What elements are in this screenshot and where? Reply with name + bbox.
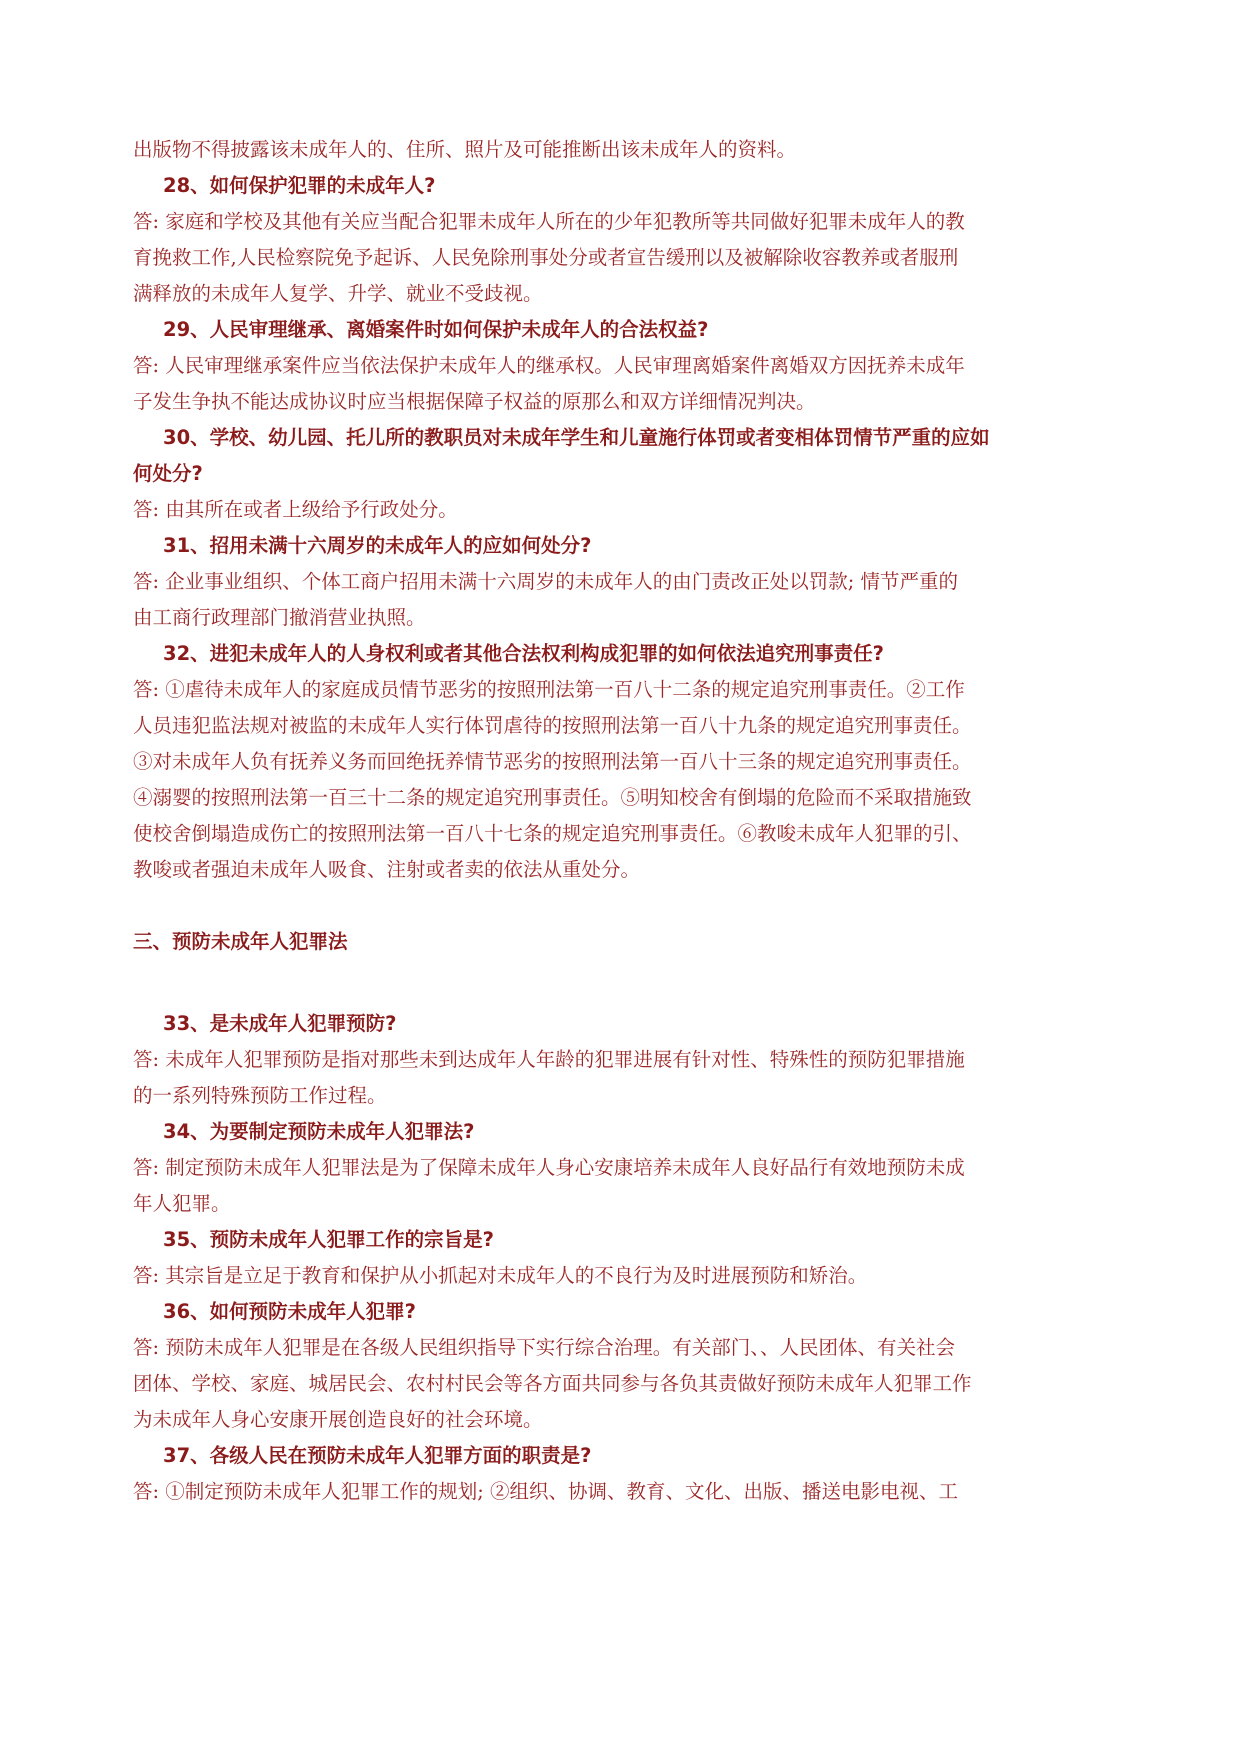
question-32: 32、进犯未成年人的人身权利或者其他合法权利构成犯罪的如何依法追究刑事责任?: [163, 642, 884, 665]
answer-35-line-1: 答: 其宗旨是立足于教育和保护从小抓起对未成年人的不良行为及时进展预防和矫治。: [133, 1264, 868, 1287]
answer-line: 出版物不得披露该未成年人的、住所、照片及可能推断出该未成年人的资料。: [133, 138, 797, 161]
answer-34-line-1: 答: 制定预防未成年人犯罪法是为了保障未成年人身心安康培养未成年人良好品行有效地预防未成: [133, 1156, 965, 1179]
answer-28-line-1: 答: 家庭和学校及其他有关应当配合犯罪未成年人所在的少年犯教所等共同做好犯罪未成年人的教: [133, 210, 965, 233]
answer-32-line-3: ③对未成年人负有抚养义务而回绝抚养情节恶劣的按照刑法第一百八十三条的规定追究刑事责任。: [133, 750, 972, 773]
section-title: 三、预防未成年人犯罪法: [133, 930, 348, 953]
question-31: 31、招用未满十六周岁的未成年人的应如何处分?: [163, 534, 592, 557]
answer-37-line-1: 答: ①制定预防未成年人犯罪工作的规划; ②组织、协调、教育、文化、出版、播送电影电视、工: [133, 1480, 959, 1503]
question-30-line-1: 30、学校、幼儿园、托儿所的教职员对未成年学生和儿童施行体罚或者变相体罚情节严重的应如: [163, 426, 990, 449]
answer-28-line-2: 育挽救工作,人民检察院免予起诉、人民免除刑事处分或者宣告缓刑以及被解除收容教养或者服刑: [133, 246, 959, 269]
answer-30-line-1: 答: 由其所在或者上级给予行政处分。: [133, 498, 458, 521]
question-36: 36、如何预防未成年人犯罪?: [163, 1300, 416, 1323]
question-35: 35、预防未成年人犯罪工作的宗旨是?: [163, 1228, 494, 1251]
answer-32-line-2: 人员违犯监法规对被监的未成年人实行体罚虐待的按照刑法第一百八十九条的规定追究刑事责任。: [133, 714, 972, 737]
answer-36-line-1: 答: 预防未成年人犯罪是在各级人民组织指导下实行综合治理。有关部门、、人民团体、有关社会: [133, 1336, 956, 1359]
answer-33-line-2: 的一系列特殊预防工作过程。: [133, 1084, 387, 1107]
answer-36-line-2: 团体、学校、家庭、城居民会、农村村民会等各方面共同参与各负其责做好预防未成年人犯罪工作: [133, 1372, 972, 1395]
question-34: 34、为要制定预防未成年人犯罪法?: [163, 1120, 475, 1143]
question-37: 37、各级人民在预防未成年人犯罪方面的职责是?: [163, 1444, 592, 1467]
answer-31-line-2: 由工商行政理部门撤消营业执照。: [133, 606, 426, 629]
answer-34-line-2: 年人犯罪。: [133, 1192, 231, 1215]
answer-32-line-4: ④溺婴的按照刑法第一百三十二条的规定追究刑事责任。⑤明知校舍有倒塌的危险而不采取措施致: [133, 786, 972, 809]
answer-32-line-1: 答: ①虐待未成年人的家庭成员情节恶劣的按照刑法第一百八十二条的规定追究刑事责任。②工作: [133, 678, 965, 701]
spacer: [133, 960, 1113, 1006]
spacer: [133, 888, 1113, 924]
answer-28-line-3: 满释放的未成年人复学、升学、就业不受歧视。: [133, 282, 543, 305]
answer-32-line-5: 使校舍倒塌造成伤亡的按照刑法第一百八十七条的规定追究刑事责任。⑥教唆未成年人犯罪的引、: [133, 822, 972, 845]
question-30-line-2: 何处分?: [133, 462, 203, 485]
answer-33-line-1: 答: 未成年人犯罪预防是指对那些未到达成年人年龄的犯罪进展有针对性、特殊性的预防犯罪措施: [133, 1048, 965, 1071]
answer-29-line-2: 子发生争执不能达成协议时应当根据保障子权益的原那么和双方详细情况判决。: [133, 390, 816, 413]
answer-36-line-3: 为未成年人身心安康开展创造良好的社会环境。: [133, 1408, 543, 1431]
document-page: [133, 132, 1113, 1510]
question-33: 33、是未成年人犯罪预防?: [163, 1012, 397, 1035]
answer-29-line-1: 答: 人民审理继承案件应当依法保护未成年人的继承权。人民审理离婚案件离婚双方因抚养未成年: [133, 354, 965, 377]
question-28: 28、如何保护犯罪的未成年人?: [163, 174, 436, 197]
answer-31-line-1: 答: 企业事业组织、个体工商户招用未满十六周岁的未成年人的由门责改正处以罚款; 情节严重的: [133, 570, 959, 593]
answer-32-line-6: 教唆或者强迫未成年人吸食、注射或者卖的依法从重处分。: [133, 858, 641, 881]
question-29: 29、人民审理继承、离婚案件时如何保护未成年人的合法权益?: [163, 318, 709, 341]
